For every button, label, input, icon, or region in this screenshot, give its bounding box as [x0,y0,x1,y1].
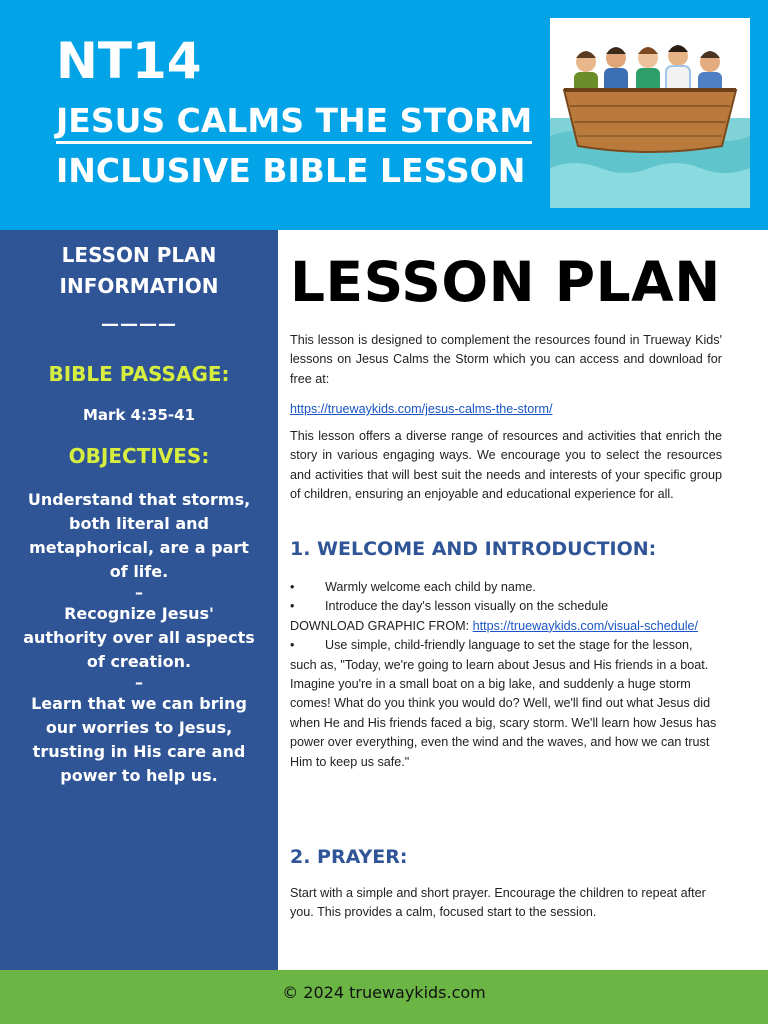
intro-link-row [290,400,722,419]
section-prayer-heading: 2. PRAYER: [290,846,408,868]
lesson-info-sidebar [0,230,278,970]
copyright-text: © 2024 truewaykids.com [282,983,486,1002]
sidebar-heading-line1: LESSON PLAN [61,243,217,267]
bullet-icon: • [290,638,295,653]
bullet-icon: • [290,580,295,594]
download-line [290,617,722,636]
welcome-bullet-list [290,578,722,772]
boat-with-disciples-icon [550,18,750,208]
intro-paragraph: This lesson is designed to complement the resources found in Trueway Kids' lessons on Jesus Calms the Storm which you can access and download for free at: [290,333,722,386]
boat-illustration [550,18,750,208]
bible-passage-reference: Mark 4:35-41 [82,406,196,424]
objective-item: Understand that storms, both literal and metaphorical, are a part of life. [27,490,251,581]
objectives-list [22,488,256,788]
bullet-text: Use simple, child-friendly language to set the stage for the lesson, such as, "Today, we're going to learn about Jesus and His friends in a boat. Imagine you're in a small boat on a big lake, and suddenly a huge storm comes! What do you think you would do? Well, we'll find out what Jesus did when He and His friends faced a big, scary storm. We'll learn how Jesus has power over everything, even the wind and the waves, and how we can trust Him to keep us safe." [290,638,717,769]
objective-separator: – [135,673,143,692]
lesson-title: JESUS CALMS THE STORM [56,104,532,144]
bullet-icon: • [290,599,295,614]
list-item [290,578,722,597]
objective-item: Recognize Jesus' authority over all aspects of creation. [23,604,255,671]
sidebar-heading-line2: INFORMATION [59,274,219,298]
list-item [290,636,722,772]
lesson-resources-link[interactable]: https://truewaykids.com/jesus-calms-the-storm/ [290,402,553,416]
visual-schedule-link[interactable]: https://truewaykids.com/visual-schedule/ [472,618,699,633]
lesson-code: NT14 [56,32,202,90]
footer-bar [0,970,768,1024]
sidebar-heading [0,240,278,302]
overview-paragraph: This lesson offers a diverse range of resources and activities that enrich the story in various engaging ways. We encourage you to select the resources and activities that will best suit the needs and interests of your specific group of children, ensuring an enjoyable and educational experience for all. [290,429,722,502]
lesson-subtitle: INCLUSIVE BIBLE LESSON [56,151,526,190]
header-banner [0,0,768,230]
list-item [290,597,722,616]
sidebar-divider: ———— [101,314,177,335]
objective-separator: – [135,583,143,602]
bullet-text: Introduce the day's lesson visually on the schedule [325,599,609,614]
download-label: DOWNLOAD GRAPHIC FROM: [290,618,473,633]
section-welcome-heading: 1. WELCOME AND INTRODUCTION: [290,538,657,560]
objective-item: Learn that we can bring our worries to Jesus, trusting in His care and power to help us. [31,694,247,785]
bible-passage-heading: BIBLE PASSAGE: [48,362,230,386]
bullet-text: Warmly welcome each child by name. [325,580,536,594]
prayer-paragraph: Start with a simple and short prayer. Encourage the children to repeat after you. This provides a calm, focused start to the session. [290,886,706,920]
page-title: LESSON PLAN [290,250,721,314]
objectives-heading: OBJECTIVES: [68,444,210,468]
